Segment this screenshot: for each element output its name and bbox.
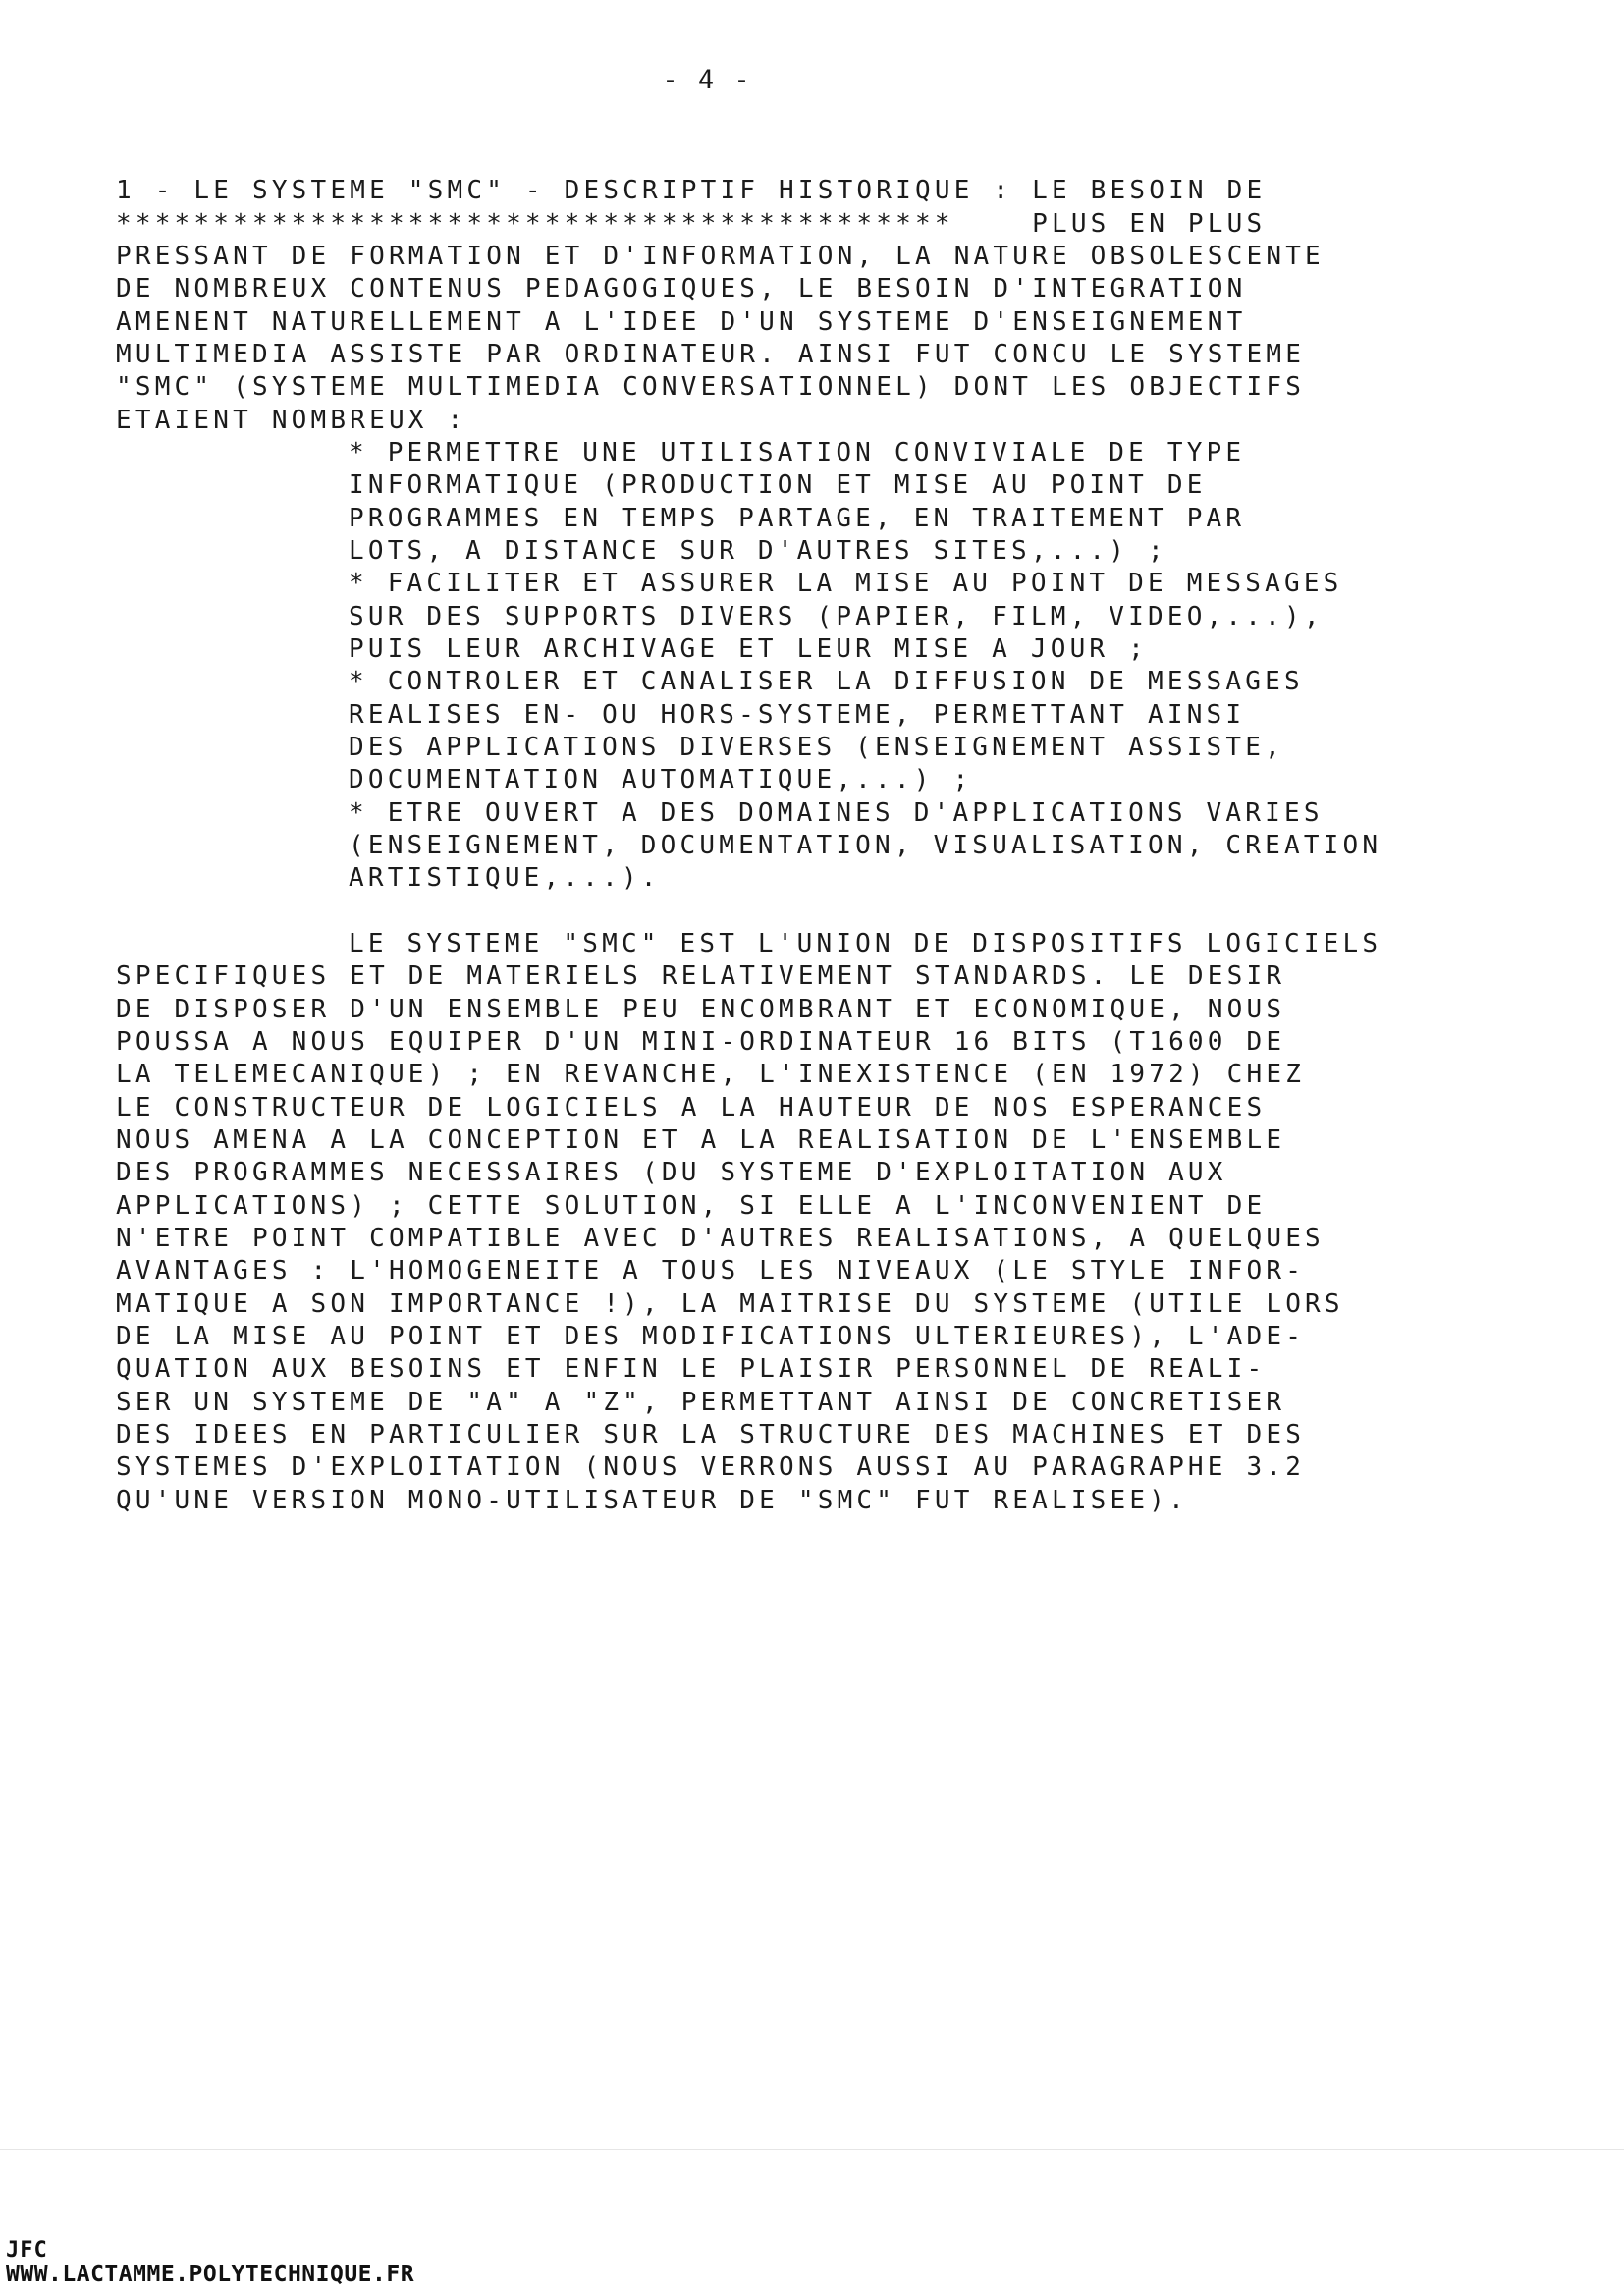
intro-line: PRESSANT DE FORMATION ET D'INFORMATION, LA NATURE OBSOLESCENTE xyxy=(116,242,1325,271)
paragraph-line: AVANTAGES : L'HOMOGENEITE A TOUS LES NIVEAUX (LE STYLE INFOR- xyxy=(116,1256,1306,1285)
objective-line: REALISES EN- OU HORS-SYSTEME, PERMETTANT AINSI xyxy=(349,700,1246,730)
watermark-url: WWW.LACTAMME.POLYTECHNIQUE.FR xyxy=(6,2262,415,2287)
paragraph-line: QUATION AUX BESOINS ET ENFIN LE PLAISIR PERSONNEL DE REALI- xyxy=(116,1354,1267,1384)
objective-line: (ENSEIGNEMENT, DOCUMENTATION, VISUALISATION, CREATION xyxy=(349,831,1382,860)
objective-line: LOTS, A DISTANCE SUR D'AUTRES SITES,...) ; xyxy=(349,536,1167,566)
paragraph-line: DE LA MISE AU POINT ET DES MODIFICATIONS ULTERIEURES), L'ADE- xyxy=(116,1322,1306,1351)
scan-edge-rule xyxy=(0,2149,1624,2150)
page-number: - 4 - xyxy=(662,65,752,95)
paragraph-line: N'ETRE POINT COMPATIBLE AVEC D'AUTRES REALISATIONS, A QUELQUES xyxy=(116,1224,1325,1253)
paragraph-line: DE DISPOSER D'UN ENSEMBLE PEU ENCOMBRANT ET ECONOMIQUE, NOUS xyxy=(116,995,1286,1024)
watermark-initials: JFC xyxy=(6,2238,48,2263)
objective-line: * FACILITER ET ASSURER LA MISE AU POINT DE MESSAGES xyxy=(349,569,1343,598)
objective-line: PUIS LEUR ARCHIVAGE ET LEUR MISE A JOUR ; xyxy=(349,634,1148,664)
paragraph-line: SYSTEMES D'EXPLOITATION (NOUS VERRONS AUSSI AU PARAGRAPHE 3.2 xyxy=(116,1452,1306,1482)
paragraph-line: POUSSA A NOUS EQUIPER D'UN MINI-ORDINATEUR 16 BITS (T1600 DE xyxy=(116,1027,1286,1057)
section-heading: 1 - LE SYSTEME "SMC" - DESCRIPTIF HISTORIQUE : LE BESOIN DE xyxy=(116,176,1267,205)
paragraph-line: MATIQUE A SON IMPORTANCE !), LA MAITRISE DU SYSTEME (UTILE LORS xyxy=(116,1289,1344,1319)
intro-line: ETAIENT NOMBREUX : xyxy=(116,406,467,435)
objective-line: * PERMETTRE UNE UTILISATION CONVIVIALE DE TYPE xyxy=(349,438,1246,467)
intro-line: AMENENT NATURELLEMENT A L'IDEE D'UN SYSTEME D'ENSEIGNEMENT xyxy=(116,307,1247,337)
paragraph-first-line: LE SYSTEME "SMC" EST L'UNION DE DISPOSITIFS LOGICIELS xyxy=(349,929,1382,958)
objective-line: * ETRE OUVERT A DES DOMAINES D'APPLICATIONS VARIES xyxy=(349,798,1324,828)
heading-underline: ******************************************* PLUS EN PLUS xyxy=(116,209,1267,239)
objective-line: * CONTROLER ET CANALISER LA DIFFUSION DE MESSAGES xyxy=(349,667,1304,696)
objective-line: PROGRAMMES EN TEMPS PARTAGE, EN TRAITEMENT PAR xyxy=(349,504,1246,533)
objective-line: DOCUMENTATION AUTOMATIQUE,...) ; xyxy=(349,765,973,794)
paragraph-line: DES IDEES EN PARTICULIER SUR LA STRUCTURE DES MACHINES ET DES xyxy=(116,1420,1306,1449)
paragraph-line: QU'UNE VERSION MONO-UTILISATEUR DE "SMC" FUT REALISEE). xyxy=(116,1486,1188,1515)
objective-line: SUR DES SUPPORTS DIVERS (PAPIER, FILM, VIDEO,...), xyxy=(349,602,1324,631)
objective-line: DES APPLICATIONS DIVERSES (ENSEIGNEMENT ASSISTE, xyxy=(349,733,1284,762)
paragraph-line: APPLICATIONS) ; CETTE SOLUTION, SI ELLE A L'INCONVENIENT DE xyxy=(116,1191,1267,1221)
paragraph-line: LE CONSTRUCTEUR DE LOGICIELS A LA HAUTEUR DE NOS ESPERANCES xyxy=(116,1093,1267,1122)
objective-line: ARTISTIQUE,...). xyxy=(349,863,661,893)
intro-line: DE NOMBREUX CONTENUS PEDAGOGIQUES, LE BESOIN D'INTEGRATION xyxy=(116,274,1247,303)
paragraph-line: SPECIFIQUES ET DE MATERIELS RELATIVEMENT STANDARDS. LE DESIR xyxy=(116,961,1286,991)
objective-line: INFORMATIQUE (PRODUCTION ET MISE AU POINT DE xyxy=(349,470,1207,500)
paragraph-line: NOUS AMENA A LA CONCEPTION ET A LA REALISATION DE L'ENSEMBLE xyxy=(116,1125,1286,1155)
paragraph-line: SER UN SYSTEME DE "A" A "Z", PERMETTANT AINSI DE CONCRETISER xyxy=(116,1388,1286,1417)
site-watermark xyxy=(6,2240,414,2286)
intro-line: MULTIMEDIA ASSISTE PAR ORDINATEUR. AINSI FUT CONCU LE SYSTEME xyxy=(116,340,1306,369)
paragraph-line: LA TELEMECANIQUE) ; EN REVANCHE, L'INEXISTENCE (EN 1972) CHEZ xyxy=(116,1060,1306,1089)
paragraph-line: DES PROGRAMMES NECESSAIRES (DU SYSTEME D'EXPLOITATION AUX xyxy=(116,1158,1227,1187)
intro-line: "SMC" (SYSTEME MULTIMEDIA CONVERSATIONNEL) DONT LES OBJECTIFS xyxy=(116,372,1306,402)
